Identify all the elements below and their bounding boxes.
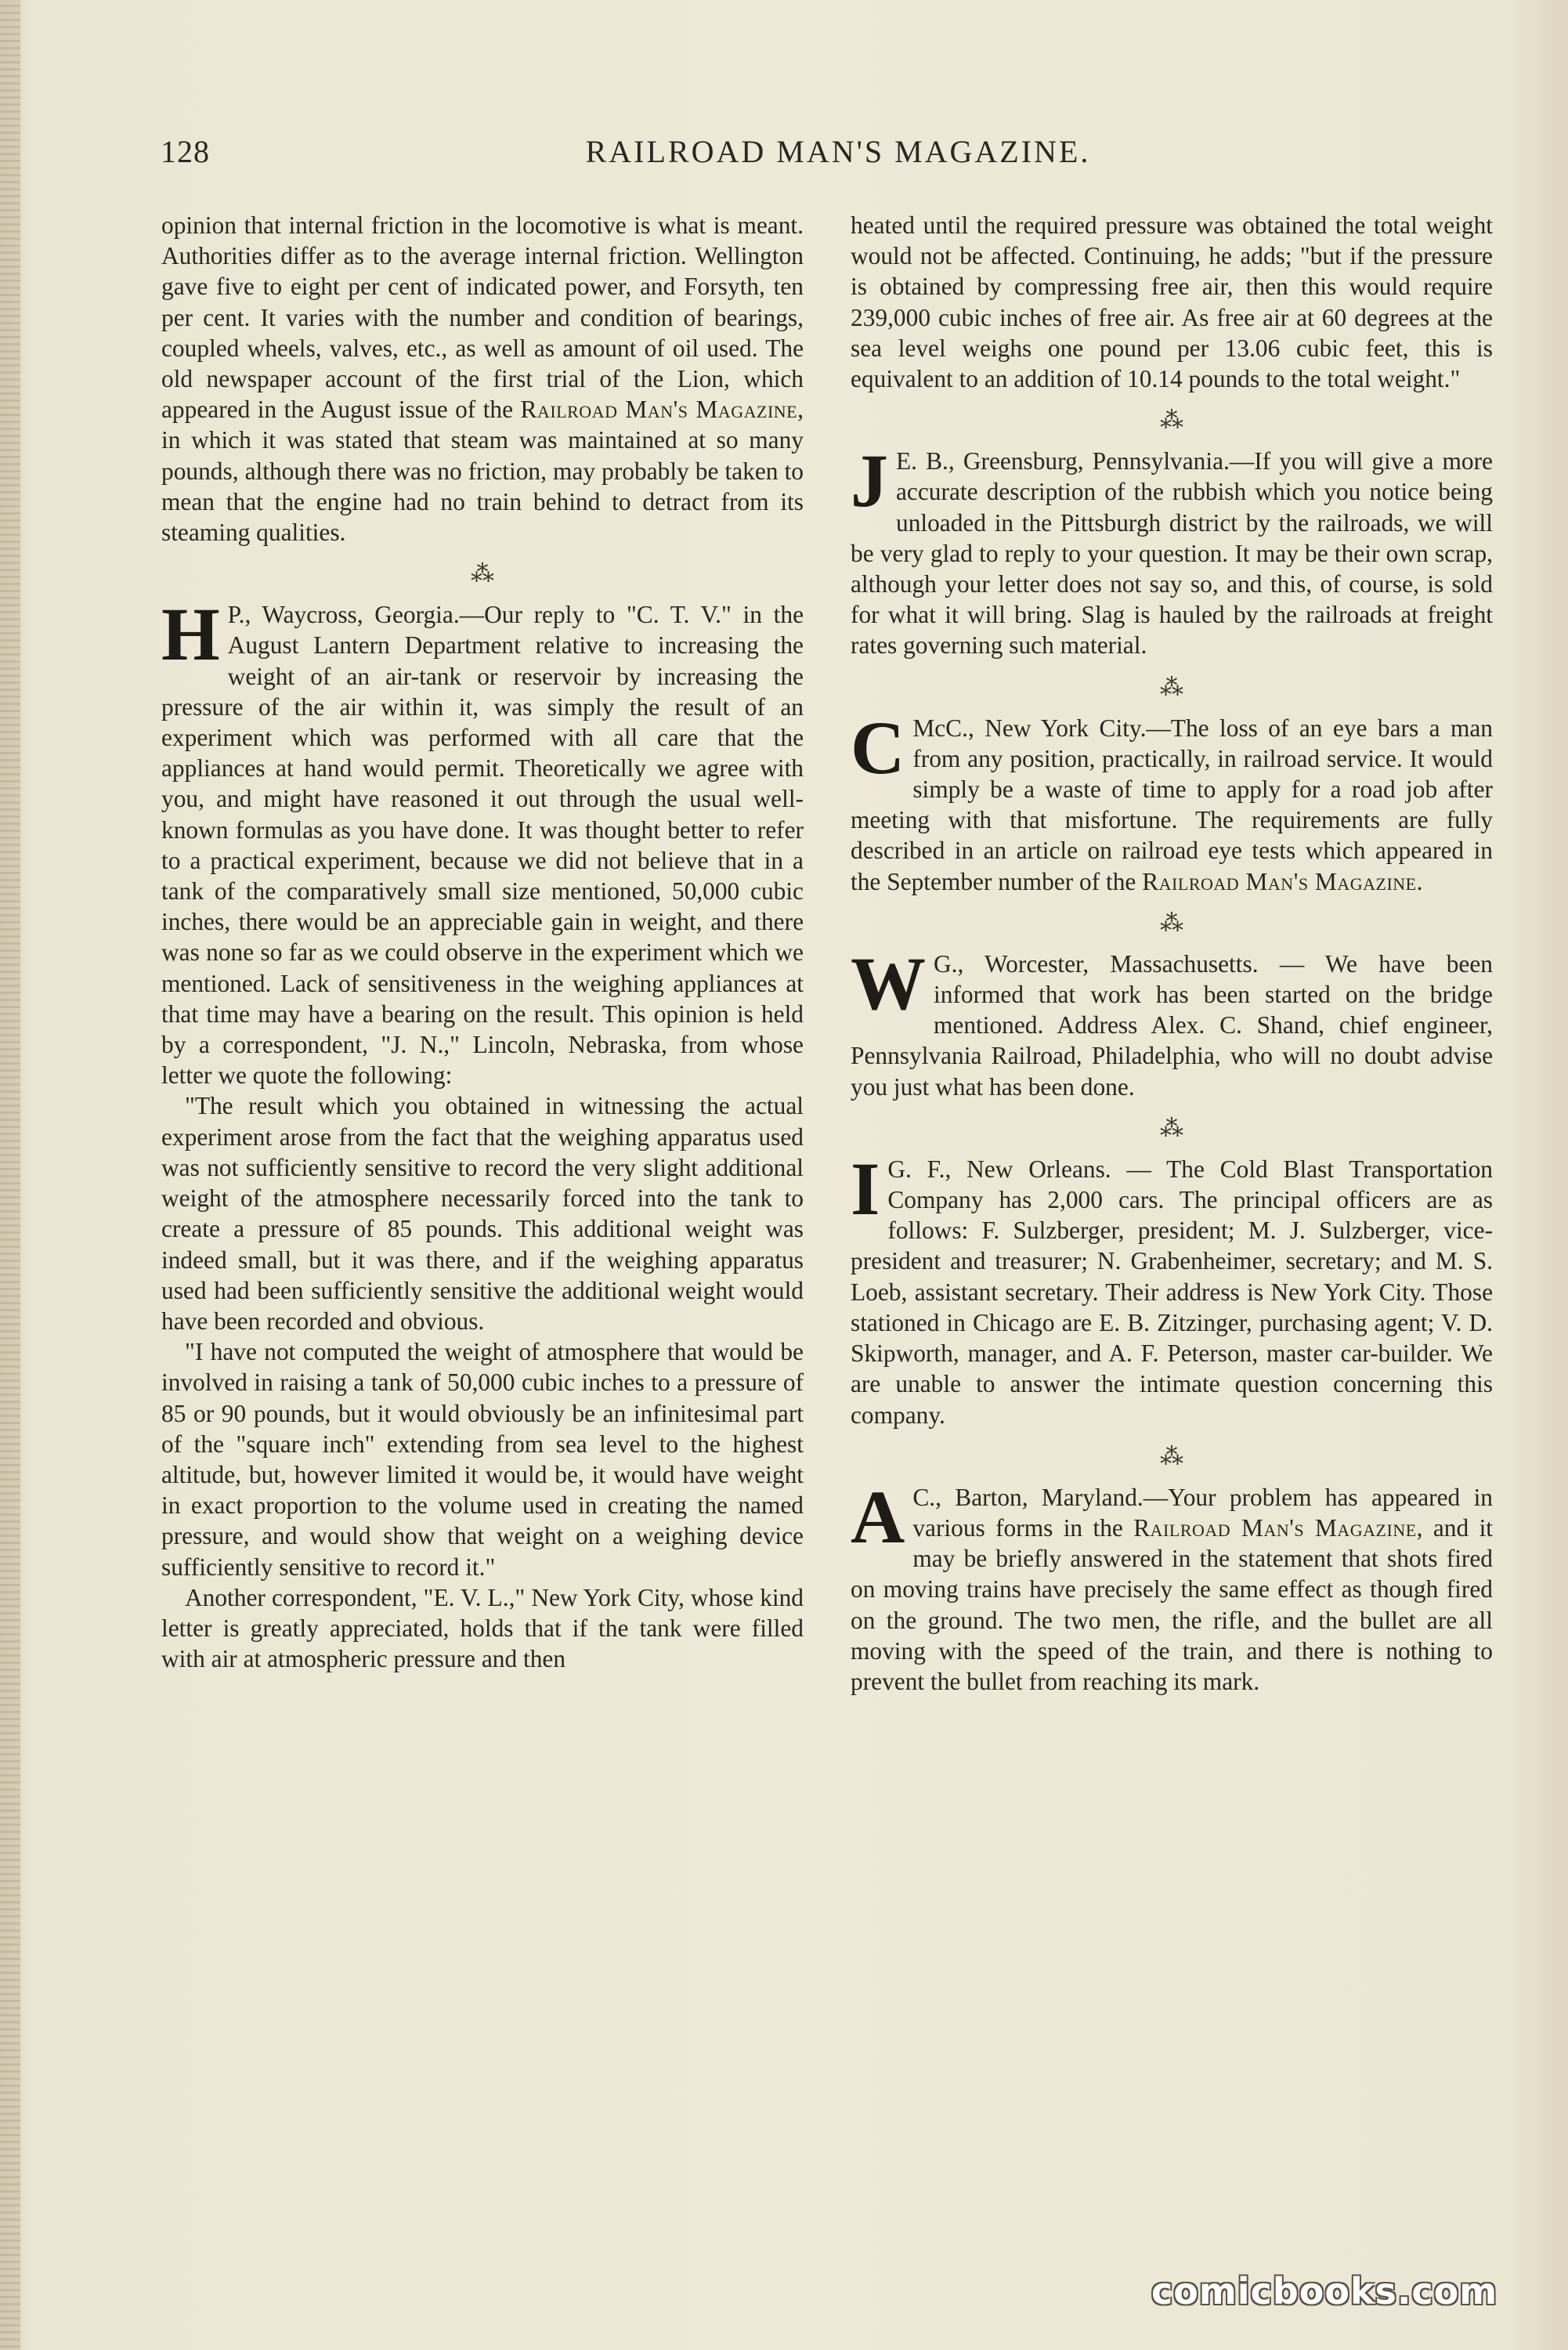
entry-cmcc-new-york: [851, 705, 1493, 897]
section-ornament: ⁂: [1160, 674, 1183, 700]
entry-text: C., Barton, Maryland.—Your problem has appeared in various forms in the Railroad Man's Magazine, and it may be briefly answered in the statement that shots fired on moving trains have precisely the same effect as though fired on the ground. The two men, the rifle, and the bullet are all moving with the speed of the train, and there is nothing to prevent the bullet from reaching its mark.: [851, 1483, 1494, 1695]
quoted-paragraph: "I have not computed the weight of atmosphere that would be involved in raising a tank of 50,000 cubic inches to a pressure of 85 or 90 pounds, but it would obviously be an infinitesimal part of the "square inch" extending from sea level to the highest altitude, but, however limited it would be, it would have weight in exact proportion to the volume used in creating the named pressure, and would show that weight on a weighing device sufficiently sensitive to record it.": [161, 1338, 804, 1581]
drop-cap: C: [851, 705, 905, 790]
entry-text: P., Waycross, Georgia.—Our reply to "C. T. V." in the August Lantern Department relative to increasing the weight of an air-tank or reservoir by increasing the pressure of the air within it, was simply the result of an experiment which was performed with all care that the appliances at hand would permit. Theoretically we agree with you, and might have reasoned it out through the usual well-known formulas as you have done. It was thought better to refer to a practical experiment, because we did not believe that in a tank of the comparatively small size mentioned, 50,000 cubic inches, there would be an appreciable gain in weight, and there was none so far as we could observe in the experiment which we mentioned. Lack of sensitiveness in the weighing appliances at that time may have a bearing on the result. This opinion is held by a correspondent, "J. N.," Lincoln, Nebraska, from whose letter we quote the following:: [161, 601, 804, 1090]
entry-igf-new-orleans: [851, 1146, 1493, 1430]
entry-text: G. F., New Orleans. — The Cold Blast Transportation Company has 2,000 cars. The principal officers are as follows: F. Sulzberger, president; M. J. Sulzberger, vice-president and treasurer; N. Grabenheimer, secretary; and M. S. Loeb, assistant secretary. Their address is New York City. Those stationed in Chicago are E. B. Zitzinger, purchasing agent; V. D. Skipworth, manager, and A. F. Peterson, master car-builder. We are unable to answer the intimate question concerning this company.: [851, 1155, 1493, 1429]
page-number: 128: [161, 134, 210, 169]
section-ornament: ⁂: [471, 561, 494, 588]
drop-cap: A: [851, 1474, 905, 1559]
entry-hp-waycross: [161, 592, 804, 1090]
drop-cap: W: [851, 941, 926, 1025]
entry-wg-worcester: [851, 941, 1493, 1102]
right-column: [851, 210, 1493, 1697]
quoted-paragraph: "The result which you obtained in witnessing the actual experiment arose from the fact that the weighing apparatus used was not sufficiently sensitive to record the very slight additional weight of the atmosphere necessarily forced into the tank to create a pressure of 85 pounds. This additional weight was indeed small, but it was there, and if the weighing apparatus used had been sufficiently sensitive the additional weight would have been recorded and obvious.: [161, 1092, 804, 1335]
section-ornament: ⁂: [1160, 407, 1183, 434]
magazine-name: Railroad Man's Magazine: [520, 396, 798, 424]
correspondent-paragraph: Another correspondent, "E. V. L.," New York City, whose kind letter is greatly appreciated, holds that if the tank were filled with air at atmospheric pressure and then: [161, 1583, 804, 1673]
entry-text: G., Worcester, Massachusetts. — We have been informed that work has been started on the bridge mentioned. Address Alex. C. Shand, chief engineer, Pennsylvania Railroad, Philadelphia, who will no doubt advise you just what has been done.: [851, 949, 1493, 1101]
magazine-name: Railroad Man's Magazine: [1133, 1513, 1417, 1542]
entry-text: E. B., Greensburg, Pennsylvania.—If you will give a more accurate description of the rubbish which you notice being unloaded in the Pittsburgh district by the railroads, we will be very glad to reply to your question. It may be their own scrap, although your letter does not say so, and this, of course, is sold for what it will bring. Slag is hauled by the railroads at freight rates governing such material.: [851, 447, 1493, 660]
entry-ac-barton: [851, 1474, 1494, 1697]
section-ornament: ⁂: [1160, 1443, 1183, 1470]
drop-cap: J: [851, 439, 888, 523]
drop-cap: I: [851, 1146, 880, 1231]
page-binding-edge: [0, 0, 20, 2350]
left-column: [161, 210, 804, 1674]
continued-paragraph: heated until the required pressure was obtained the total weight would not be affected. Continuing, he adds; "but if the pressure is obtained by compressing free air, then this would require 239,000 cubic inches of free air. As free air at 60 degrees at the sea level weighs one pound per 13.06 cubic feet, this is equivalent to an addition of 10.14 pounds to the total weight.": [851, 212, 1493, 393]
entry-jeb-greensburg: [851, 439, 1493, 660]
running-title: RAILROAD MAN'S MAGAZINE.: [585, 134, 1091, 169]
watermark-logo: comicbooks.com: [1151, 2270, 1498, 2312]
page-header: [161, 133, 1484, 180]
friction-paragraph: opinion that internal friction in the locomotive is what is meant. Authorities differ as to the average internal friction. Wellington gave five to eight per cent of indicated power, and Forsyth, ten per cent. It varies with the number and condition of bearings, coupled wheels, valves, etc., as well as amount of oil used. The old newspaper account of the first trial of the Lion, which appeared in the August issue of the Railroad Man's Magazine, in which it was stated that steam was maintained at so many pounds, although there was no friction, may probably be taken to mean that the engine had no train behind to detract from its steaming qualities.: [161, 212, 804, 547]
section-ornament: ⁂: [1160, 909, 1183, 936]
section-ornament: ⁂: [1160, 1115, 1183, 1141]
magazine-name: Railroad Man's Magazine: [1142, 867, 1417, 895]
drop-cap: H: [161, 592, 220, 677]
entry-text: McC., New York City.—The loss of an eye bars a man from any position, practically, in railroad service. It would simply be a waste of time to apply for a road job after meeting with that misfortune. The requirements are fully described in an article on railroad eye tests which appeared in the September number of the Railroad Man's Magazine.: [851, 714, 1493, 895]
